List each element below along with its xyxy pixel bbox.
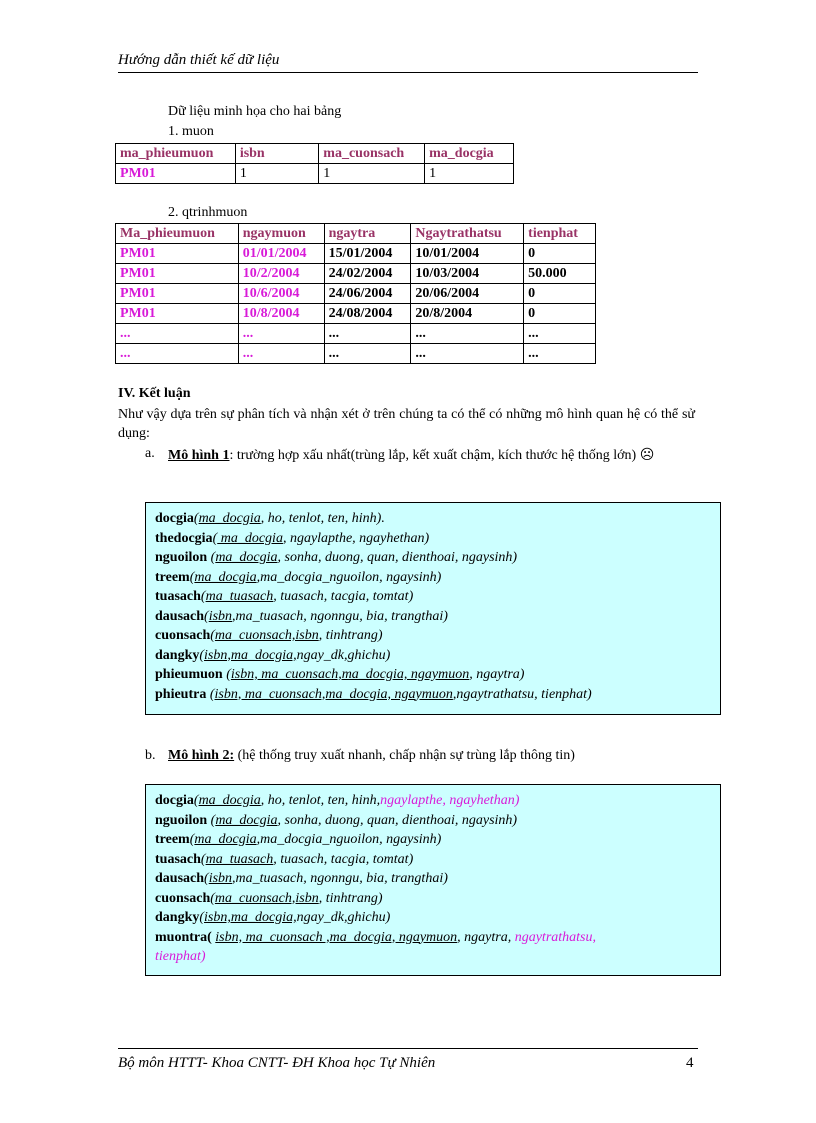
schema-line: tienphat) — [155, 949, 206, 964]
table-cell: 24/02/2004 — [324, 264, 411, 284]
schema-line: tuasach(ma_tuasach, tuasach, tacgia, tomtat) — [155, 589, 414, 604]
schema-line: docgia(ma_docgia, ho, tenlot, ten, hinh). — [155, 511, 385, 526]
table-row — [116, 304, 596, 324]
conclusion-paragraph: Như vậy dựa trên sự phân tích và nhận xét ở trên chúng ta có thể có những mô hình quan hệ có thể sử dụng: — [118, 407, 695, 441]
table-cell: 0 — [524, 284, 596, 304]
table-cell: 20/06/2004 — [411, 284, 524, 304]
table-cell: 15/01/2004 — [324, 244, 411, 264]
list-item-qtrinhmuon: 2. qtrinhmuon — [168, 205, 248, 220]
table-header-row — [116, 224, 596, 244]
page-footer: Bộ môn HTTT- Khoa CNTT- ĐH Khoa học Tự Nhiên — [118, 1055, 436, 1071]
schema-line: phieumuon (isbn, ma_cuonsach,ma_docgia, ngaymuon, ngaytra) — [155, 667, 525, 682]
table-row — [116, 344, 596, 364]
table-cell: ... — [116, 324, 239, 344]
table-header-cell: ma_docgia — [425, 144, 514, 164]
table-cell: ... — [524, 324, 596, 344]
table-row — [116, 164, 514, 184]
table-cell: 1 — [235, 164, 318, 184]
table-row — [116, 244, 596, 264]
table-cell: 10/6/2004 — [238, 284, 324, 304]
schema-line: dangky(isbn,ma_docgia,ngay_dk,ghichu) — [155, 910, 391, 925]
schema-line: nguoilon (ma_docgia, sonha, duong, quan, dienthoai, ngaysinh) — [155, 550, 518, 565]
header-rule — [118, 72, 698, 73]
table-header-cell: ma_phieumuon — [116, 144, 236, 164]
page-header: Hướng dẫn thiết kế dữ liệu — [118, 52, 280, 68]
model2-label: Mô hình 2: — [168, 748, 235, 763]
model1-label: Mô hình 1 — [168, 448, 230, 463]
model1-description — [168, 446, 694, 465]
table-cell: 10/03/2004 — [411, 264, 524, 284]
table-cell: 0 — [524, 304, 596, 324]
model1-text: : trường hợp xấu nhất(trùng lắp, kết xuất chậm, kích thước hệ thống lớn) ☹ — [229, 448, 655, 463]
schema-line: dangky(isbn,ma_docgia,ngay_dk,ghichu) — [155, 647, 391, 663]
table-cell: ... — [116, 344, 239, 364]
schema-line: muontra( isbn, ma_cuonsach ,ma_docgia, ngaymuon, ngaytra, ngaytrathatsu, — [155, 929, 596, 945]
schema-line: thedocgia( ma_docgia, ngaylapthe, ngayhethan) — [155, 530, 430, 546]
table-cell: 24/06/2004 — [324, 284, 411, 304]
table-header-row — [116, 144, 514, 164]
section-heading: IV. Kết luận — [118, 386, 191, 401]
table-qtrinhmuon — [115, 223, 596, 364]
table-cell: 10/01/2004 — [411, 244, 524, 264]
table-cell: PM01 — [116, 304, 239, 324]
schema-line: cuonsach(ma_cuonsach,isbn, tinhtrang) — [155, 890, 383, 906]
schema-line: cuonsach(ma_cuonsach,isbn, tinhtrang) — [155, 628, 383, 643]
schema-line: treem(ma_docgia,ma_docgia_nguoilon, ngaysinh) — [155, 569, 442, 585]
model2-text: (hệ thống truy xuất nhanh, chấp nhận sự trùng lắp thông tin) — [234, 748, 575, 763]
table-cell: PM01 — [116, 244, 239, 264]
table-cell: 1 — [319, 164, 425, 184]
table-cell: 1 — [425, 164, 514, 184]
table-cell: PM01 — [116, 164, 236, 184]
table-cell: 50.000 — [524, 264, 596, 284]
schema-line: dausach(isbn,ma_tuasach, ngonngu, bia, trangthai) — [155, 871, 448, 886]
table-header-cell: isbn — [235, 144, 318, 164]
table-header-cell: ngaytra — [324, 224, 411, 244]
list-marker-a: a. — [145, 446, 155, 461]
table-cell: ... — [238, 344, 324, 364]
table-cell: ... — [411, 324, 524, 344]
table-cell: PM01 — [116, 264, 239, 284]
table-cell: ... — [238, 324, 324, 344]
table-cell: 10/8/2004 — [238, 304, 324, 324]
schema-line: dausach(isbn,ma_tuasach, ngonngu, bia, trangthai) — [155, 608, 448, 624]
table-cell: 0 — [524, 244, 596, 264]
list-item-muon: 1. muon — [168, 124, 214, 139]
table-cell: 24/08/2004 — [324, 304, 411, 324]
footer-rule — [118, 1048, 698, 1049]
model2-schema-box — [145, 784, 721, 976]
table-cell: PM01 — [116, 284, 239, 304]
table-cell: ... — [411, 344, 524, 364]
schema-line: treem(ma_docgia,ma_docgia_nguoilon, ngaysinh) — [155, 832, 442, 847]
table-muon — [115, 143, 514, 184]
table-header-cell: tienphat — [524, 224, 596, 244]
table-header-cell: ngaymuon — [238, 224, 324, 244]
table-row — [116, 284, 596, 304]
page-number: 4 — [686, 1055, 694, 1071]
table-cell: 10/2/2004 — [238, 264, 324, 284]
table-header-cell: ma_cuonsach — [319, 144, 425, 164]
table-row — [116, 324, 596, 344]
schema-line: tuasach(ma_tuasach, tuasach, tacgia, tomtat) — [155, 851, 414, 867]
table-row — [116, 264, 596, 284]
schema-line: docgia(ma_docgia, ho, tenlot, ten, hinh,ngaylapthe, ngayhethan) — [155, 793, 520, 808]
table-cell: ... — [524, 344, 596, 364]
schema-line: phieutra (isbn, ma_cuonsach,ma_docgia, ngaymuon,ngaytrathatsu, tienphat) — [155, 686, 592, 702]
table-cell: 20/8/2004 — [411, 304, 524, 324]
schema-line: nguoilon (ma_docgia, sonha, duong, quan, dienthoai, ngaysinh) — [155, 812, 518, 828]
table-cell: ... — [324, 324, 411, 344]
table-cell: 01/01/2004 — [238, 244, 324, 264]
table-header-cell: Ngaytrathatsu — [411, 224, 524, 244]
data-caption: Dữ liệu minh họa cho hai bảng — [168, 104, 342, 119]
table-header-cell: Ma_phieumuon — [116, 224, 239, 244]
model1-schema-box — [145, 502, 721, 715]
model2-description — [168, 748, 575, 764]
table-cell: ... — [324, 344, 411, 364]
list-marker-b: b. — [145, 748, 156, 763]
